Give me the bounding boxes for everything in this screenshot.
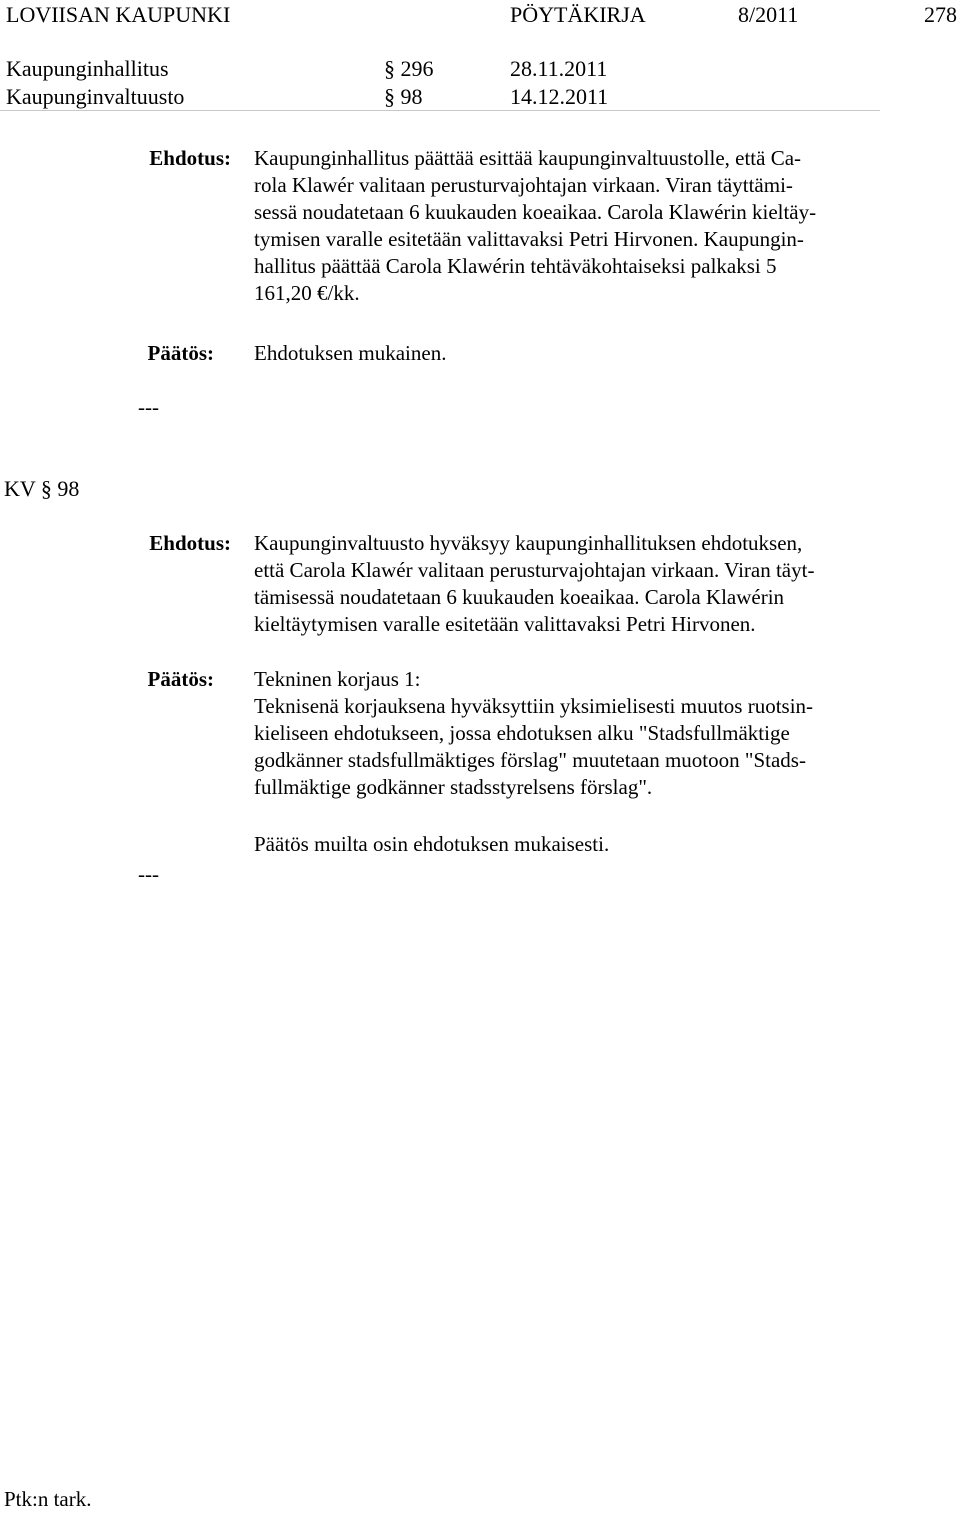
decision-line: Teknisenä korjauksena hyväksyttiin yksimielisesti muutos ruotsin- [254,694,814,718]
decision-label-kv: Päätös: [147,667,214,691]
proposal-line: tämisessä noudatetaan 6 kuukauden koeaikaa. Carola Klawérin [254,585,785,609]
section-separator: --- [138,395,159,419]
issue-number: 8/2011 [738,2,799,27]
meeting-date-kv: 14.12.2011 [510,84,609,109]
minutes-checker-initials: Ptk:n tark. [4,1487,92,1511]
decision-text-kv [254,666,894,801]
meeting-date-kh: 28.11.2011 [510,56,608,81]
section-number-kv: § 98 [384,84,423,109]
section-number-kh: § 296 [384,56,434,81]
page-number: 278 [924,2,957,27]
proposal-line: että Carola Klawér valitaan perusturvajohtajan virkaan. Viran täyt- [254,558,815,582]
proposal-line: sessä noudatetaan 6 kuukauden koeaikaa. Carola Klawérin kieltäy- [254,200,817,224]
header-divider [0,110,880,111]
proposal-line: Kaupunginvaltuusto hyväksyy kaupunginhallituksen ehdotuksen, [254,531,803,555]
proposal-line: 161,20 €/kk. [254,281,360,305]
proposal-line: tymisen varalle esitetään valittavaksi Petri Hirvonen. Kaupungin- [254,227,804,251]
section-separator: --- [138,862,159,886]
decision-line: fullmäktige godkänner stadsstyrelsens förslag". [254,775,653,799]
kv-section-heading: KV § 98 [4,476,80,501]
proposal-text-kh [254,145,894,307]
municipality-name: LOVIISAN KAUPUNKI [6,2,231,27]
proposal-label-kv: Ehdotus: [149,531,231,555]
decision-line: Tekninen korjaus 1: [254,667,421,691]
proposal-line: rola Klawér valitaan perusturvajohtajan virkaan. Viran täyttämi- [254,173,793,197]
proposal-label-kh: Ehdotus: [149,146,231,170]
decision-text-kh: Ehdotuksen mukainen. [254,341,447,365]
decision-line: kieliseen ehdotukseen, jossa ehdotuksen alku "Stadsfullmäktige [254,721,790,745]
decision-closing-kv: Päätös muilta osin ehdotuksen mukaisesti. [254,832,610,856]
proposal-line: Kaupunginhallitus päättää esittää kaupunginvaltuustolle, että Ca- [254,146,802,170]
document-type: PÖYTÄKIRJA [510,2,646,27]
proposal-line: hallitus päättää Carola Klawérin tehtäväkohtaiseksi palkaksi 5 [254,254,777,278]
decision-label-kh: Päätös: [147,341,214,365]
proposal-text-kv [254,530,894,638]
proposal-line: kieltäytymisen varalle esitetään valittavaksi Petri Hirvonen. [254,612,756,636]
decision-line: godkänner stadsfullmäktiges förslag" muutetaan muotoon "Stads- [254,748,806,772]
body-name-kv: Kaupunginvaltuusto [6,84,185,109]
body-name-kh: Kaupunginhallitus [6,56,169,81]
